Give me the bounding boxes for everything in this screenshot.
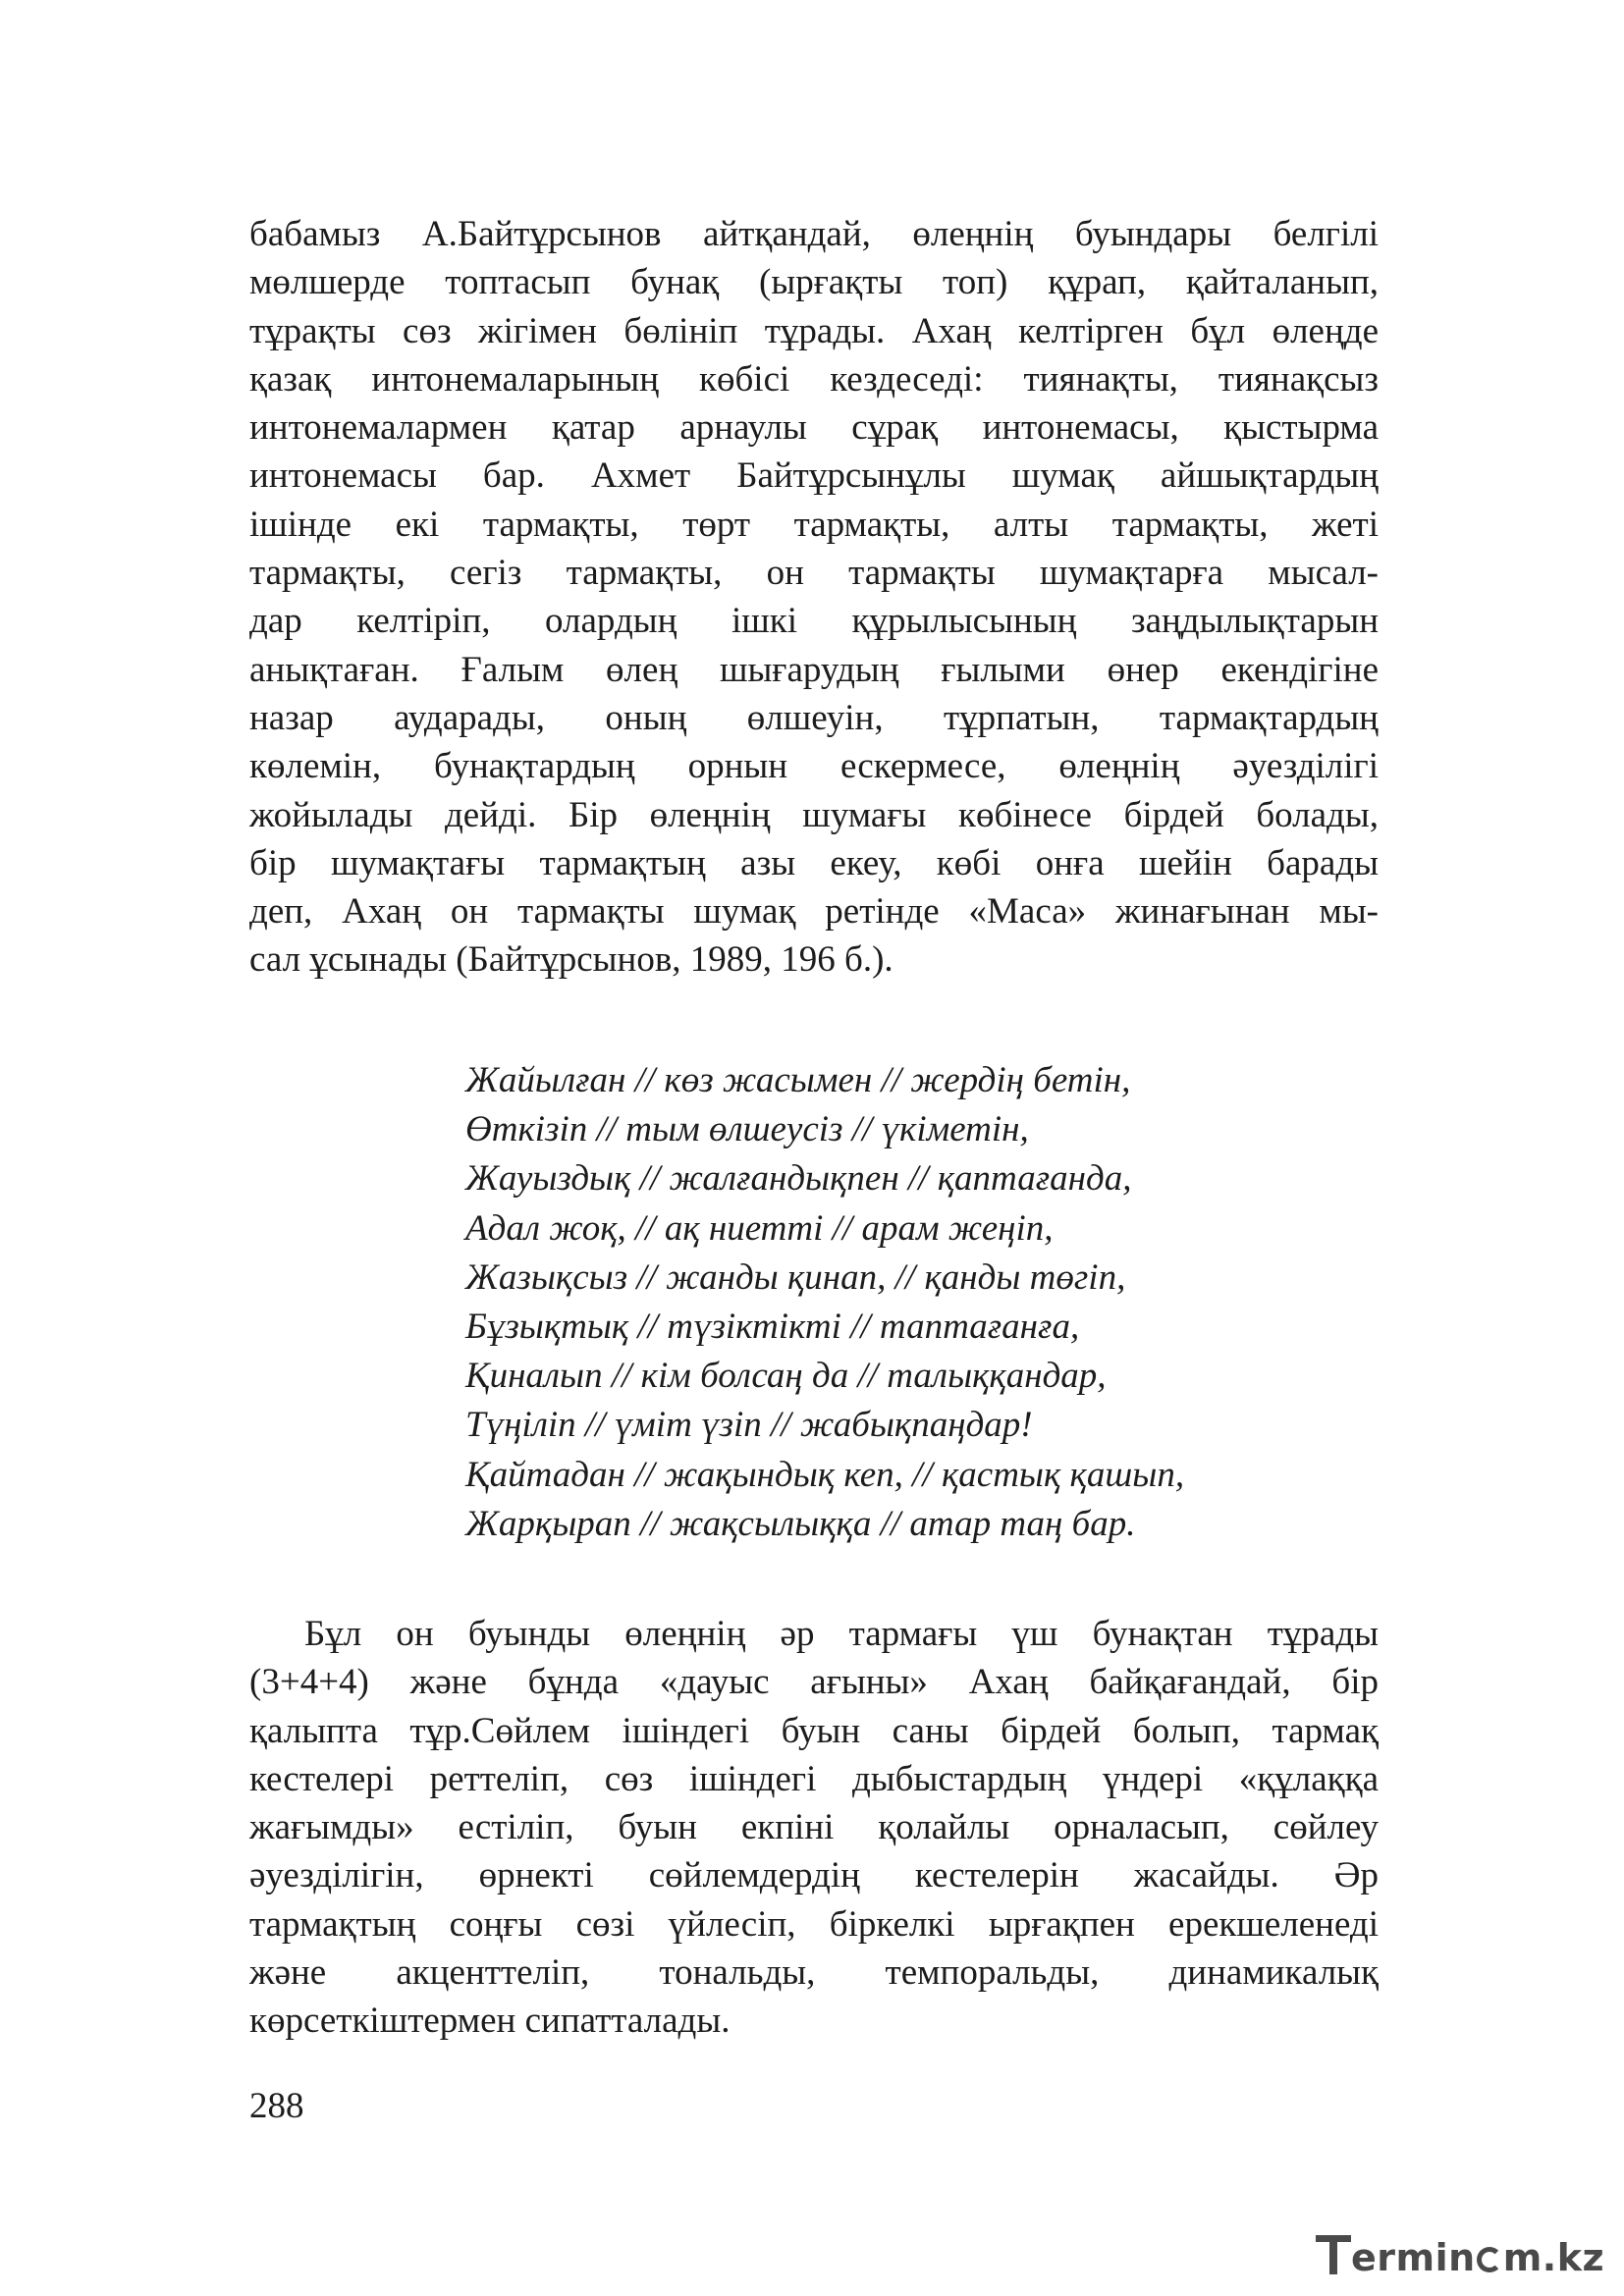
verse-line: Қиналып // кім болсаң да // талыққандар, bbox=[465, 1356, 1107, 1397]
paragraph-line: тұрақты сөз жігімен бөлініп тұрады. Ахаң келтірген бұл өлеңде bbox=[249, 310, 1379, 351]
watermark-text-part2: m.kz bbox=[1502, 2236, 1605, 2279]
o-letter-logo-icon bbox=[1477, 2247, 1502, 2272]
paragraph-line: назар аударады, оның өлшеуін, тұрпатын, тармақтардың bbox=[249, 697, 1379, 738]
verse-line: Түңіліп // үміт үзіп // жабықпаңдар! bbox=[465, 1405, 1033, 1446]
verse-line: Жауыздық // жалғандықпен // қаптағанда, bbox=[465, 1158, 1132, 1200]
paragraph-line: тармақтың соңғы сөзі үйлесіп, біркелкі ырғақпен ерекшеленеді bbox=[249, 1903, 1379, 1945]
poem-verse bbox=[465, 1056, 1184, 1549]
t-letter-logo-icon bbox=[1316, 2233, 1351, 2276]
paragraph-line: мөлшерде топтасып бунақ (ырғақты топ) құрап, қайталанып, bbox=[249, 262, 1379, 303]
paragraph-line: көлемін, бунақтардың орнын ескермесе, өлеңнің әуезділігі bbox=[249, 746, 1379, 787]
paragraph-line: (3+4+4) және бұнда «дауыс ағыны» Ахаң байқағандай, бір bbox=[249, 1662, 1379, 1703]
paragraph-line: Бұл он буынды өлеңнің әр тармағы үш бунақтан тұрады bbox=[304, 1614, 1379, 1654]
paragraph-line: жойылады дейді. Бір өлеңнің шумағы көбінесе бірдей болады, bbox=[249, 794, 1379, 835]
paragraph-line: анықтаған. Ғалым өлең шығарудың ғылыми өнер екендігіне bbox=[249, 649, 1379, 690]
site-watermark bbox=[1316, 2233, 1604, 2282]
verse-line: Өткізіп // тым өлшеусіз // үкіметін, bbox=[465, 1109, 1029, 1150]
verse-line: Бұзықтық // түзіктікті // таптағанға, bbox=[465, 1306, 1080, 1347]
watermark-text-part1: ermin bbox=[1351, 2236, 1476, 2279]
paragraph-line: және акценттеліп, тональды, темпоральды, динамикалық bbox=[249, 1952, 1379, 1994]
paragraph-line: интонемасы бар. Ахмет Байтұрсынұлы шумақ айшықтардың bbox=[249, 455, 1379, 497]
paragraph-line: сал ұсынады (Байтұрсынов, 1989, 196 б.). bbox=[249, 939, 893, 981]
paragraph-line: көрсеткіштермен сипатталады. bbox=[249, 2001, 731, 2042]
paragraph-line: тармақты, сегіз тармақты, он тармақты шумақтарға мысал- bbox=[249, 553, 1379, 594]
verse-line: Қайтадан // жақындық кеп, // қастық қашып, bbox=[465, 1454, 1185, 1495]
verse-line: Жарқырап // жақсылыққа // атар таң бар. bbox=[465, 1503, 1136, 1544]
paragraph-line: жағымды» естіліп, буын екпіні қолайлы орналасып, сөйлеу bbox=[249, 1807, 1379, 1848]
paragraph-2 bbox=[249, 1610, 1379, 2046]
paragraph-line: әуезділігін, өрнекті сөйлемдердің кестелерін жасайды. Әр bbox=[249, 1855, 1379, 1896]
verse-line: Адал жоқ, // ақ ниетті // арам жеңіп, bbox=[465, 1207, 1054, 1249]
page-number: 288 bbox=[249, 2086, 304, 2126]
paragraph-line: деп, Ахаң он тармақты шумақ ретінде «Маса» жинағынан мы- bbox=[249, 891, 1379, 933]
paragraph-line: қазақ интонемаларының көбісі кездеседі: тиянақты, тиянақсыз bbox=[249, 358, 1379, 400]
paragraph-line: дар келтіріп, олардың ішкі құрылысының заңдылықтарын bbox=[249, 601, 1379, 642]
verse-line: Жазықсыз // жанды қинап, // қанды төгіп, bbox=[465, 1256, 1126, 1298]
paragraph-line: интонемалармен қатар арнаулы сұрақ интонемасы, қыстырма bbox=[249, 407, 1379, 449]
paragraph-1 bbox=[249, 210, 1379, 985]
paragraph-line: кестелері реттеліп, сөз ішіндегі дыбыстардың үндері «құлаққа bbox=[249, 1758, 1379, 1799]
paragraph-line: ішінде екі тармақты, төрт тармақты, алты тармақты, жеті bbox=[249, 504, 1379, 545]
verse-line: Жайылған // көз жасымен // жердің бетін, bbox=[465, 1060, 1131, 1100]
paragraph-line: қалыпта тұр.Сөйлем ішіндегі буын саны бірдей болып, тармақ bbox=[249, 1710, 1379, 1751]
paragraph-line: бір шумақтағы тармақтың азы екеу, көбі онға шейін барады bbox=[249, 842, 1379, 883]
paragraph-line: бабамыз А.Байтұрсынов айтқандай, өлеңнің буындары белгілі bbox=[249, 214, 1379, 254]
